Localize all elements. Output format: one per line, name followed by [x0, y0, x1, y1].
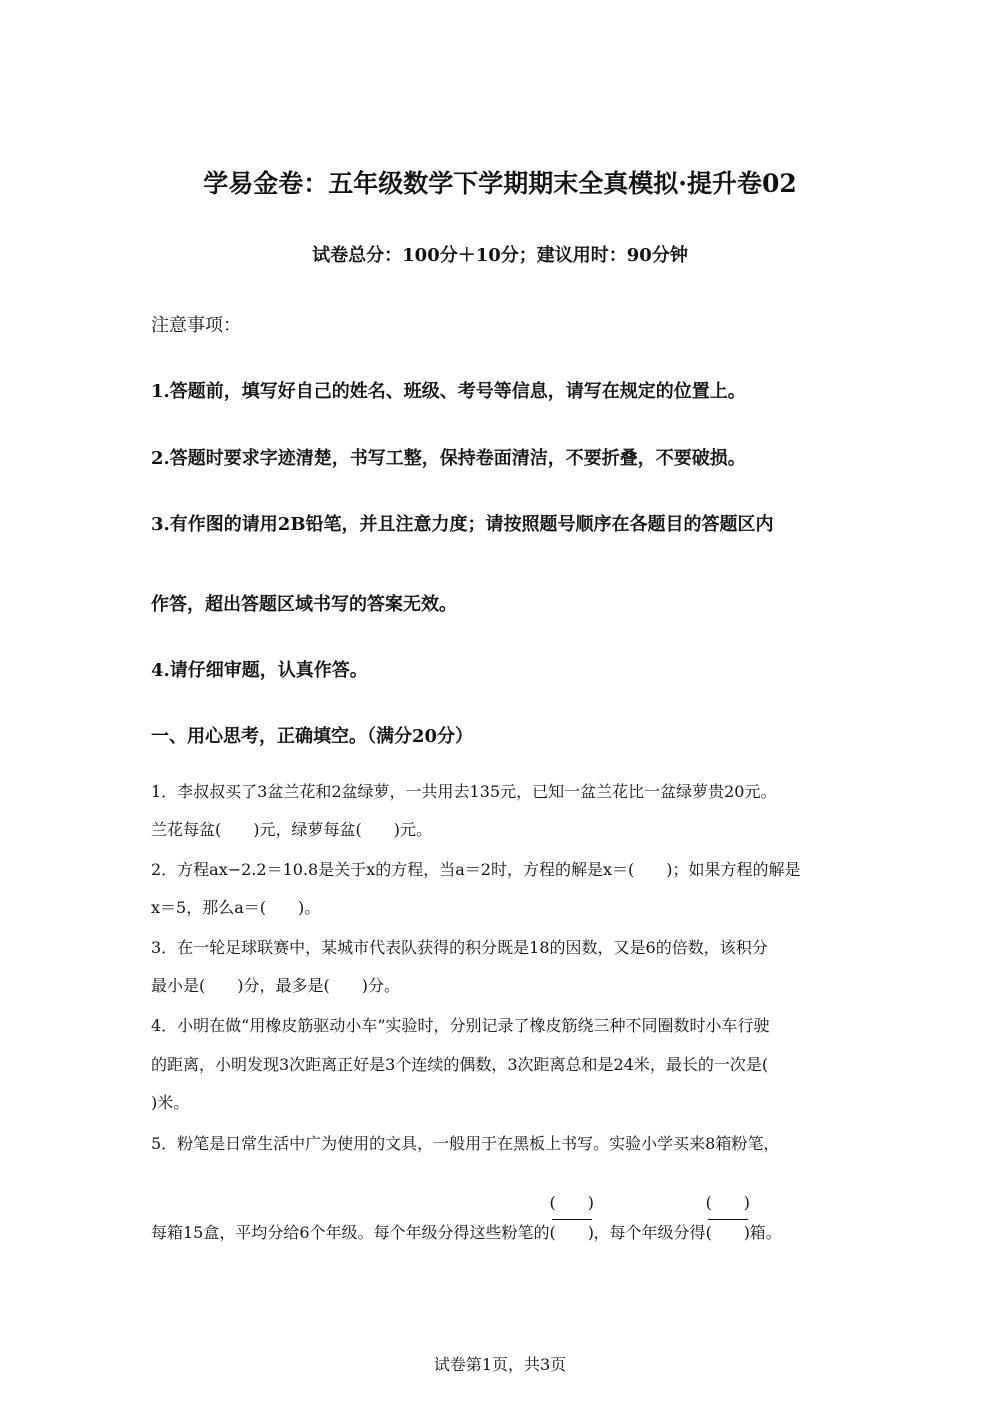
question-4-line-1: 4．小明在做“用橡皮筋驱动小车”实验时，分别记录了橡皮筋绕三种不同圈数时小车行驶: [151, 1016, 770, 1035]
question-5-line-2: [151, 1193, 900, 1247]
question-4-line-2: 的距离，小明发现3次距离正好是3个连续的偶数，3次距离总和是24米，最长的一次是(: [151, 1055, 769, 1074]
page-title: 学易金卷：五年级数学下学期期末全真模拟·提升卷02: [203, 169, 797, 198]
question-1-line-2: 兰花每盆( )元，绿萝每盆( )元。: [151, 820, 432, 839]
fraction-denominator-blank-boxes: ( ): [705, 1223, 751, 1242]
notes-label: 注意事项：: [151, 315, 241, 336]
note-item-3-line-2: 作答，超出答题区域书写的答案无效。: [151, 594, 457, 615]
section-heading: 一、用心思考，正确填空。（满分20分）: [151, 726, 474, 747]
question-5-line-1: 5．粉笔是日常生活中广为使用的文具，一般用于在黑板上书写。实验小学买来8箱粉笔，: [151, 1134, 780, 1153]
page-footer: 试卷第1页，共3页: [433, 1355, 567, 1374]
question-1-line-1: 1．李叔叔买了3盆兰花和2盆绿萝，一共用去135元，已知一盆兰花比一盆绿萝贵20元。: [151, 782, 777, 801]
question-2-line-2: x＝5，那么a＝( )。: [151, 898, 321, 917]
question-3-line-2: 最小是( )分，最多是( )分。: [151, 976, 400, 995]
question-4-line-3: )米。: [151, 1093, 190, 1112]
fraction-bar-boxes: [708, 1219, 748, 1220]
question-5-text-part-2: ，每个年级分得: [593, 1223, 706, 1242]
fraction-answer-blank: [549, 1193, 595, 1247]
note-item-3-line-1: 3.有作图的请用2B铅笔，并且注意力度；请按照题号顺序在各题目的答题区内: [151, 514, 774, 535]
fraction-answer-blank-boxes: [705, 1193, 751, 1247]
exam-info: 试卷总分：100分＋10分；建议用时：90分钟: [312, 245, 688, 266]
note-item-4: 4.请仔细审题，认真作答。: [151, 660, 368, 681]
fraction-numerator-blank-boxes: ( ): [705, 1193, 751, 1212]
question-2-line-1: 2．方程ax−2.2＝10.8是关于x的方程，当a＝2时，方程的解是x＝( )；如果方程的解是: [151, 860, 801, 879]
question-3-line-1: 3．在一轮足球联赛中，某城市代表队获得的积分既是18的因数，又是6的倍数，该积分: [151, 938, 768, 957]
fraction-bar: [552, 1219, 592, 1220]
note-item-1: 1.答题前，填写好自己的姓名、班级、考号等信息，请写在规定的位置上。: [151, 381, 746, 402]
question-5-text-part-3: 箱。: [749, 1223, 782, 1242]
note-item-2: 2.答题时要求字迹清楚，书写工整，保持卷面清洁，不要折叠，不要破损。: [151, 448, 746, 469]
fraction-numerator-blank: ( ): [549, 1193, 595, 1212]
question-5-text-part-1: 每箱15盒，平均分给6个年级。每个年级分得这些粉笔的: [151, 1223, 550, 1242]
fraction-denominator-blank: ( ): [549, 1223, 595, 1242]
